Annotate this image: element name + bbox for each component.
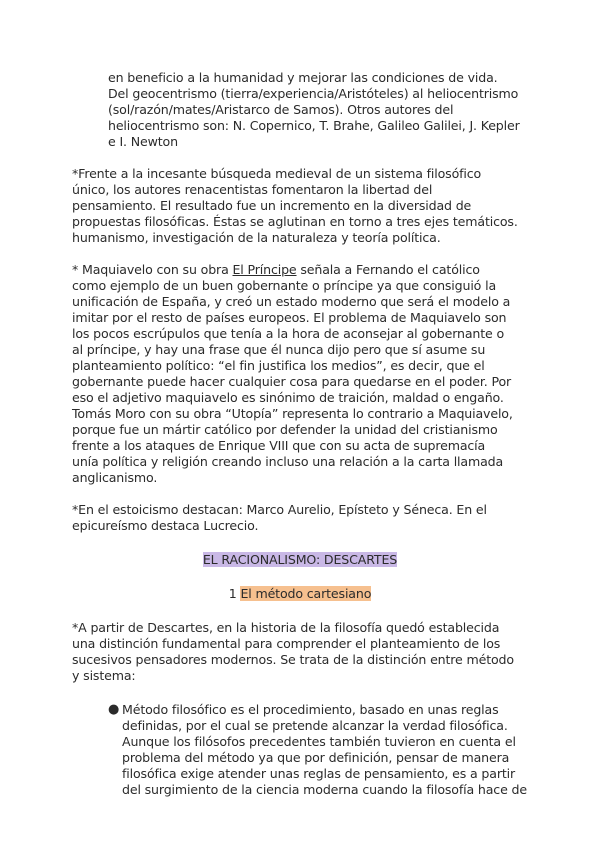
text-line: Del geocentrismo (tierra/experiencia/Aristóteles) al heliocentrismo — [108, 86, 519, 101]
intro-paragraph — [108, 70, 528, 150]
machiavelli-paragraph — [72, 262, 528, 486]
list-item-text — [122, 702, 528, 798]
subsection-heading: 1 El método cartesiano — [228, 586, 372, 601]
text-line: humanismo, investigación de la naturaleza y teoría política. — [72, 230, 441, 245]
text-line: *Frente a la incesante búsqueda medieval de un sistema filosófico — [72, 166, 482, 181]
text-line: planteamiento político: “el fin justifica los medios”, es decir, que el — [72, 358, 485, 373]
text-line: en beneficio a la humanidad y mejorar las condiciones de vida. — [108, 70, 498, 85]
descartes-paragraph — [72, 620, 528, 684]
text-line: epicureísmo destaca Lucrecio. — [72, 518, 259, 533]
text-line: porque fue un mártir católico por defender la unidad del cristianismo — [72, 422, 498, 437]
text-line: definidas, por el cual se pretende alcanzar la verdad filosófica. — [122, 718, 508, 733]
text-line: frente a los ataques de Enrique VIII que con su acta de supremacía — [72, 438, 486, 453]
text-line: pensamiento. El resultado fue un incremento en la diversidad de — [72, 198, 472, 213]
text-line: una distinción fundamental para comprender el planteamiento de los — [72, 636, 501, 651]
text-line: filosófica exige atender unas reglas de pensamiento, es a partir — [122, 766, 516, 781]
text-line: sucesivos pensadores modernos. Se trata de la distinción entre método — [72, 652, 514, 667]
text-line: como ejemplo de un buen gobernante o príncipe ya que consiguió la — [72, 278, 497, 293]
text-line: unía política y religión creando incluso una relación a la carta llamada — [72, 454, 504, 469]
text-line: del surgimiento de la ciencia moderna cuando la filosofía hace de — [122, 782, 527, 797]
book-title-link: El Príncipe — [232, 262, 297, 277]
text-line: propuestas filosóficas. Éstas se aglutinan en torno a tres ejes temáticos. — [72, 214, 518, 229]
text-line: problema del método ya que por definición, pensar de manera — [122, 750, 510, 765]
list-item — [108, 702, 528, 798]
text-line: anglicanismo. — [72, 470, 158, 485]
stoicism-paragraph — [72, 502, 528, 534]
text-line: *En el estoicismo destacan: Marco Aurelio, Epísteto y Séneca. En el — [72, 502, 487, 517]
text-line: único, los autores renacentistas fomentaron la libertad del — [72, 182, 433, 197]
text-line: heliocentrismo son: N. Copernico, T. Brahe, Galileo Galilei, J. Kepler — [108, 118, 520, 133]
bullet-icon: ● — [108, 702, 120, 717]
section-heading-text: EL RACIONALISMO: DESCARTES — [202, 552, 398, 567]
text-line: *A partir de Descartes, en la historia de la filosofía quedó establecida — [72, 620, 500, 635]
text-line: * Maquiavelo con su obra El Príncipe señala a Fernando el católico — [72, 262, 480, 277]
section-heading — [72, 552, 528, 568]
renaissance-paragraph — [72, 166, 528, 246]
text-line: gobernante puede hacer cualquier cosa para quedarse en el poder. Por — [72, 374, 512, 389]
subsection-heading-text: El método cartesiano — [240, 586, 372, 601]
text-line: al príncipe, y hay una frase que él nunca dijo pero que sí asume su — [72, 342, 486, 357]
text-line: eso el adjetivo maquiavelo es sinónimo de traición, maldad o engaño. — [72, 390, 504, 405]
text-line: unificación de España, y creó un estado moderno que será el modelo a — [72, 294, 511, 309]
text-line: e I. Newton — [108, 134, 178, 149]
text-line: Método filosófico es el procedimiento, basado en unas reglas — [122, 702, 499, 717]
text-line: Tomás Moro con su obra “Utopía” representa lo contrario a Maquiavelo, — [72, 406, 513, 421]
text-line: Aunque los filósofos precedentes también tuvieron en cuenta el — [122, 734, 516, 749]
text-line: y sistema: — [72, 668, 136, 683]
text-line: (sol/razón/mates/Aristarco de Samos). Otros autores del — [108, 102, 454, 117]
text-line: los pocos escrúpulos que tenía a la hora de aconsejar al gobernante o — [72, 326, 505, 341]
text-line: imitar por el resto de países europeos. El problema de Maquiavelo son — [72, 310, 507, 325]
